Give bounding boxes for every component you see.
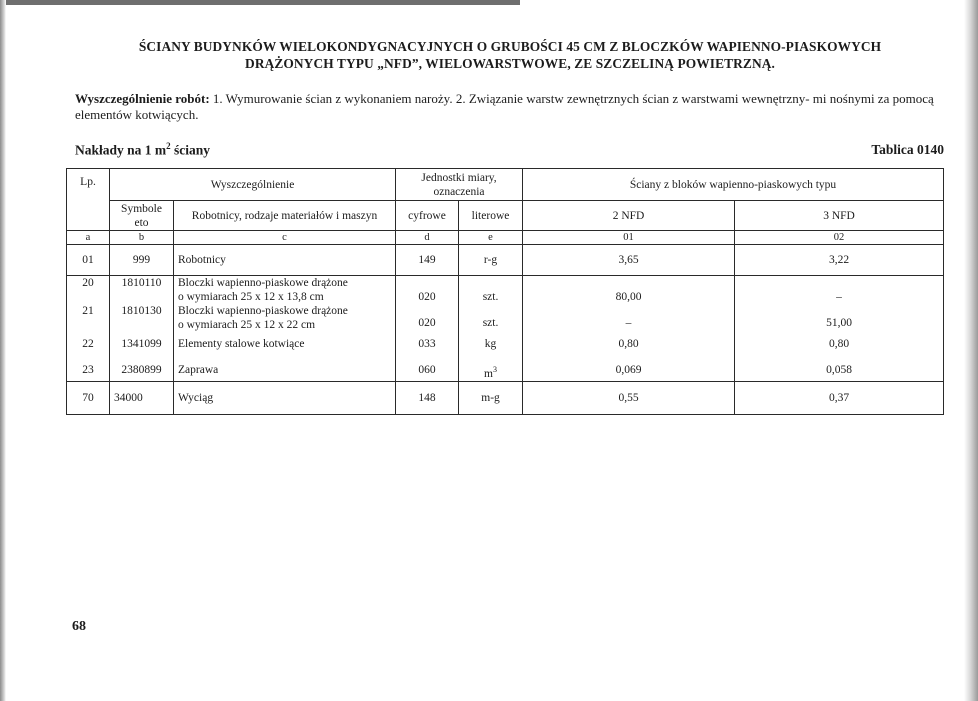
row-unit-code: 149 [396,245,459,276]
description-label: Wyszczególnienie robót: [75,91,210,106]
materials-unit-column [459,276,523,382]
table-number: Tablica 0140 [871,142,944,157]
scan-edge-left [0,0,6,701]
inputs-heading [75,141,210,159]
materials-lp-column [67,276,110,382]
norms-table [66,168,944,415]
row-unit-symbol: kg [484,338,497,350]
row-unit-code: 060 [418,364,436,376]
scan-edge-right [964,0,978,701]
row-value-2nfd: 0,80 [618,338,639,350]
column-index: b [110,231,174,245]
materials-name-column [174,276,396,382]
row-symbol: 1810110 [121,277,162,289]
row-value-3nfd: 0,058 [826,364,852,376]
materials-code-column [396,276,459,382]
column-index: e [459,231,523,245]
scan-edge-top [0,0,520,5]
page-number: 68 [72,619,86,634]
table-row [67,245,944,276]
row-unit-code: 148 [396,382,459,415]
works-description [75,91,945,123]
row-name-detail: o wymiarach 25 x 12 x 13,8 cm [178,291,324,303]
row-value-3nfd: 3,22 [735,245,944,276]
row-value-2nfd: 3,65 [523,245,735,276]
row-unit-sup: 3 [492,365,497,374]
inputs-heading-sup: 2 [166,141,171,151]
header-symbols: Symbole eto [110,201,174,231]
header-3nfd: 3 NFD [735,201,944,231]
page-title [75,38,945,72]
header-digital: cyfrowe [396,201,459,231]
header-letter: literowe [459,201,523,231]
row-symbol: 1341099 [121,338,162,350]
row-symbol: 999 [110,245,174,276]
inputs-heading-suffix: ściany [170,142,211,158]
column-index: 02 [735,231,944,245]
row-name: Elementy stalowe kotwiące [178,338,305,350]
row-lp: 20 [82,277,94,289]
row-name: Robotnicy [174,245,396,276]
row-unit-code: 020 [418,317,436,329]
header-units: Jednostki miary, oznaczenia [396,169,523,201]
materials-block [67,276,944,382]
row-name: Bloczki wapienno-piaskowe drążone [178,277,348,289]
row-unit-symbol-m3 [463,363,518,381]
header-wyszczegolnienie: Wyszczególnienie [110,169,396,201]
row-value-2nfd: 80,00 [615,291,642,303]
inputs-heading-prefix: Nakłady na 1 m [75,142,167,158]
row-lp: 01 [67,245,110,276]
row-symbol: 34000 [110,382,174,415]
row-value-3nfd: 0,80 [828,338,850,350]
header-2nfd: 2 NFD [523,201,735,231]
column-index: d [396,231,459,245]
row-value-3nfd: 0,37 [735,382,944,415]
row-value-2nfd: – [625,317,632,329]
row-lp: 23 [82,364,94,376]
row-unit-code: 033 [418,338,436,350]
row-unit-symbol: szt. [482,317,499,329]
row-name: Bloczki wapienno-piaskowe drążone [178,305,348,317]
materials-2nfd-column [523,276,735,382]
column-index: a [67,231,110,245]
description-text: 1. Wymurowanie ścian z wykonaniem naroży. 2. Związanie warstw zewnętrznych ścian z warstwami wewnętrzny- mi nośnymi za pomocą elementów kotwiących. [75,91,934,122]
row-lp: 22 [82,338,94,350]
column-index: 01 [523,231,735,245]
row-unit-code: 020 [418,291,436,303]
column-index: c [174,231,396,245]
header-workers-materials: Robotnicy, rodzaje materiałów i maszyn [174,201,396,231]
row-unit-symbol: m [484,367,493,380]
row-value-3nfd: – [836,291,842,303]
materials-3nfd-column [735,276,944,382]
title-line-1: ŚCIANY BUDYNKÓW WIELOKONDYGNACYJNYCH O GRUBOŚCI 45 CM Z BLOCZKÓW WAPIENNO-PIASKOWYCH [138,39,882,54]
row-symbol: 2380899 [121,364,162,376]
row-unit-symbol: m-g [459,382,523,415]
materials-symbol-column [110,276,174,382]
row-name: Zaprawa [178,364,219,376]
column-index-row [67,231,944,245]
row-lp: 70 [67,382,110,415]
table-row [67,382,944,415]
header-walls: Ściany z bloków wapienno-piaskowych typu [523,169,944,201]
row-unit-symbol: r-g [459,245,523,276]
row-value-3nfd: 51,00 [826,317,852,329]
row-value-2nfd: 0,069 [615,364,642,376]
title-line-2: DRĄŻONYCH TYPU „NFD”, WIELOWARSTWOWE, ZE SZCZELINĄ POWIETRZNĄ. [245,56,775,71]
header-lp: Lp. [67,169,110,231]
row-unit-symbol: szt. [482,291,499,303]
row-name: Wyciąg [174,382,396,415]
row-value-2nfd: 0,55 [523,382,735,415]
row-symbol: 1810130 [121,305,162,317]
row-name-detail: o wymiarach 25 x 12 x 22 cm [178,319,316,331]
row-lp: 21 [82,305,94,317]
